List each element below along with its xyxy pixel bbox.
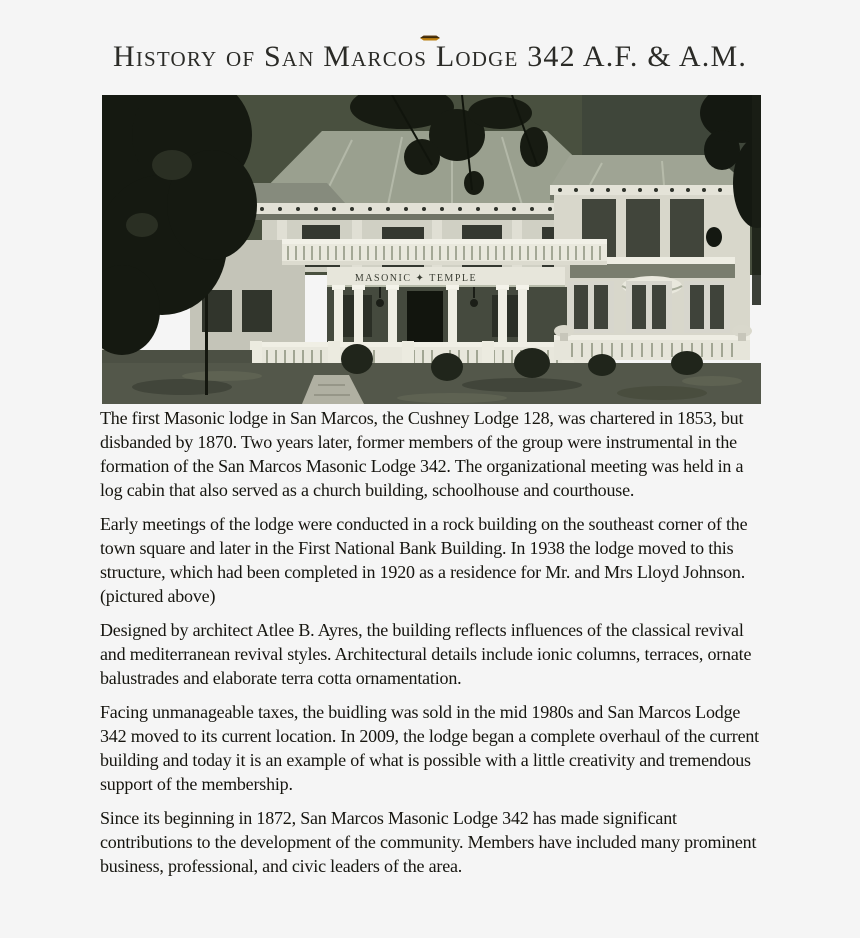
paragraph-sale-and-overhaul: Facing unmanageable taxes, the buidling was sold in the mid 1980s and San Marcos Lodge 342 moved to its current location. In 2009, the lodge began a complete overhaul of the current building and today it is an example of what is possible with a little creativity and tremendous support of the membership.: [100, 702, 759, 794]
lodge-photo-illustration: [102, 95, 761, 404]
paragraph-early-meetings: Early meetings of the lodge were conducted in a rock building on the southeast corner of the town square and later in the First National Bank Building. In 1938 the lodge moved to this structure, which had been completed in 1920 as a residence for Mr. and Mrs Lloyd Johnson. (pictured above): [100, 514, 748, 606]
article: [100, 406, 768, 888]
lodge-photo: [102, 95, 761, 404]
masonic-temple-sign: MASONIC ✦ TEMPLE: [354, 273, 478, 284]
paragraph-history-founding: The first Masonic lodge in San Marcos, the Cushney Lodge 128, was chartered in 1853, but disbanded by 1870. Two years later, former members of the group were instrumental in the formation of the San Marcos Masonic Lodge 342. The organizational meeting was held in a log cabin that also served as a church building, schoolhouse and courthouse.: [100, 408, 744, 500]
paragraph-architecture: Designed by architect Atlee B. Ayres, the building reflects influences of the classical revival and mediterranean revival styles. Architectural details include ionic columns, terraces, ornate balustrades and elaborate terra cotta ornamentation.: [100, 620, 752, 688]
paragraph-community-contributions: Since its beginning in 1872, San Marcos Masonic Lodge 342 has made significant contributions to the development of the community. Members have included many prominent business, professional, and civic leaders of the area.: [100, 808, 757, 876]
page-title: History of San Marcos Lodge 342 A.F. & A.M.: [112, 40, 748, 73]
